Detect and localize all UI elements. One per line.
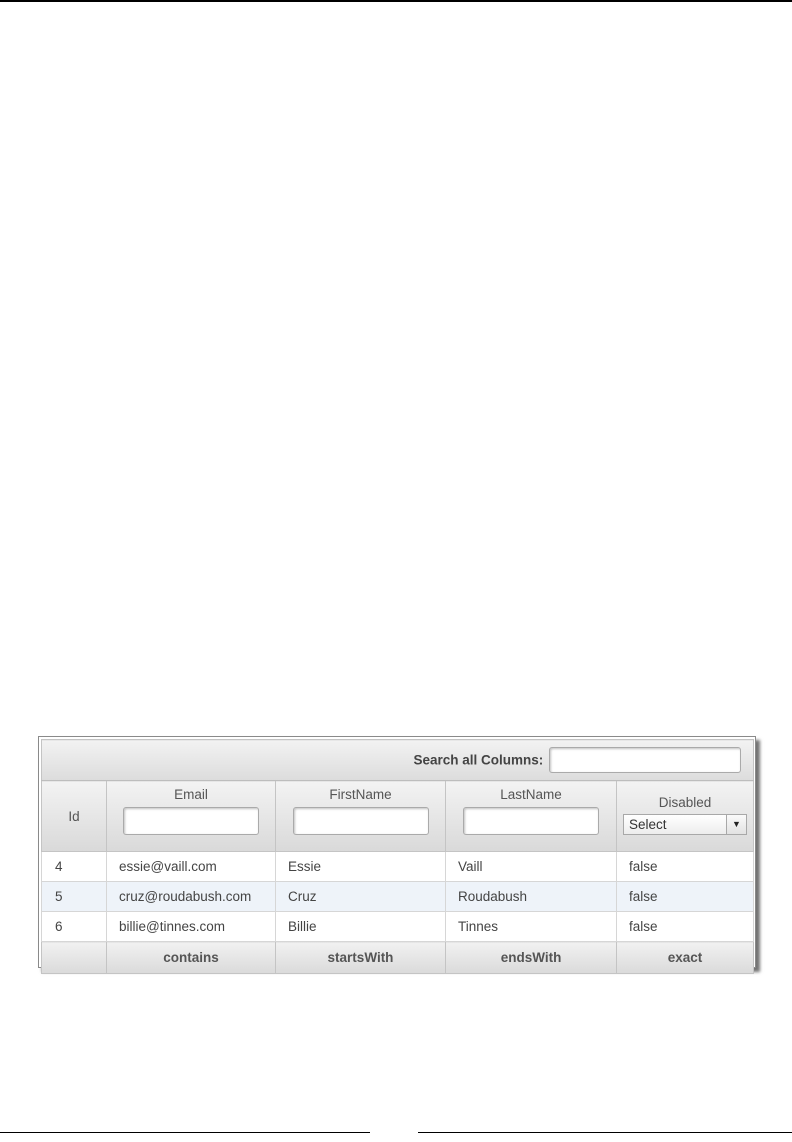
lastname-filter-input[interactable] <box>463 807 599 835</box>
chevron-down-icon[interactable]: ▼ <box>726 815 746 834</box>
id-cell: 6 <box>42 912 107 942</box>
id-cell: 4 <box>42 852 107 882</box>
lastname-cell: Tinnes <box>446 912 617 942</box>
footer-cell-disabled: exact <box>617 942 754 974</box>
disabled-cell: false <box>617 912 754 942</box>
disabled-filter-select[interactable] <box>623 814 747 835</box>
disabled-cell: false <box>617 882 754 912</box>
global-search-cell <box>42 740 754 781</box>
column-header-label: Disabled <box>658 795 712 810</box>
lastname-cell: Roudabush <box>446 882 617 912</box>
footer-cell-lastname: endsWith <box>446 942 617 974</box>
email-filter-input[interactable] <box>123 807 259 835</box>
table-row[interactable] <box>42 852 754 882</box>
firstname-cell: Billie <box>276 912 446 942</box>
disabled-cell: false <box>617 852 754 882</box>
email-cell: essie@vaill.com <box>107 852 276 882</box>
footer-cell-firstname: startsWith <box>276 942 446 974</box>
column-header-row <box>42 781 754 852</box>
column-header-email[interactable] <box>107 781 276 852</box>
global-search-row <box>42 740 754 781</box>
bottom-rule-left <box>0 1132 370 1133</box>
datatable-screenshot <box>38 736 756 968</box>
column-header-label: Id <box>68 808 80 824</box>
data-table <box>41 739 754 974</box>
lastname-cell: Vaill <box>446 852 617 882</box>
column-header-lastname[interactable] <box>446 781 617 852</box>
table-row[interactable] <box>42 882 754 912</box>
footer-cell-id <box>42 942 107 974</box>
footer-cell-email: contains <box>107 942 276 974</box>
bottom-rule-right <box>418 1132 792 1133</box>
global-search-label: Search all Columns: <box>413 752 544 768</box>
firstname-cell: Cruz <box>276 882 446 912</box>
table-row[interactable] <box>42 912 754 942</box>
top-rule <box>0 0 792 2</box>
column-header-firstname[interactable] <box>276 781 446 852</box>
footer-row <box>42 942 754 974</box>
id-cell: 5 <box>42 882 107 912</box>
email-cell: billie@tinnes.com <box>107 912 276 942</box>
column-header-id[interactable] <box>42 781 107 852</box>
disabled-filter-selected-value: Select <box>629 817 667 832</box>
global-search-input[interactable] <box>549 747 741 773</box>
column-header-label: FirstName <box>329 787 392 802</box>
firstname-filter-input[interactable] <box>293 807 429 835</box>
column-header-disabled[interactable] <box>617 781 754 852</box>
email-cell: cruz@roudabush.com <box>107 882 276 912</box>
column-header-label: LastName <box>500 787 562 802</box>
column-header-label: Email <box>174 787 208 802</box>
firstname-cell: Essie <box>276 852 446 882</box>
